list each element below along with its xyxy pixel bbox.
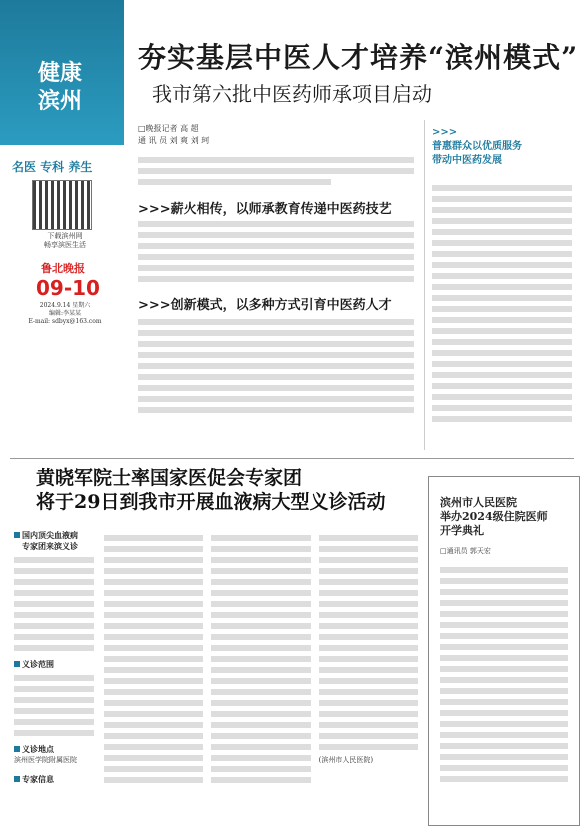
right-col-arrow: >>> <box>432 127 458 138</box>
location-heading <box>14 744 94 755</box>
text-line <box>104 733 203 739</box>
experts-col-3 <box>319 530 418 788</box>
text-line <box>440 600 568 606</box>
experts-heading <box>14 774 94 785</box>
text-line <box>104 722 203 728</box>
text-line <box>432 361 572 367</box>
text-line <box>138 341 414 347</box>
text-line <box>440 677 568 683</box>
text-line <box>14 719 94 725</box>
text-line <box>211 546 310 552</box>
text-line <box>14 568 94 574</box>
qr-code-icon <box>32 180 92 230</box>
text-line <box>211 700 310 706</box>
experts-col-2 <box>211 530 310 788</box>
text-line <box>440 776 568 782</box>
text-line <box>104 777 203 783</box>
text-line <box>432 306 572 312</box>
text-line <box>104 601 203 607</box>
text-line <box>440 765 568 771</box>
text-line <box>14 557 94 563</box>
right-col-title-1: 普惠群众以优质服务 <box>432 141 522 152</box>
text-line <box>432 339 572 345</box>
location-value: 滨州医学院附属医院 <box>14 756 77 764</box>
text-line <box>211 601 310 607</box>
text-line <box>440 732 568 738</box>
text-line <box>211 766 310 772</box>
bullet-icon <box>14 776 20 782</box>
text-line <box>211 777 310 783</box>
text-line <box>14 708 94 714</box>
text-line <box>104 535 203 541</box>
top-story-title: 夯实基层中医人才培养“滨州模式” <box>138 41 579 74</box>
text-line <box>104 546 203 552</box>
text-line <box>14 590 94 596</box>
text-line <box>319 546 418 552</box>
text-line <box>138 396 414 402</box>
text-line <box>432 218 572 224</box>
right-col-title-2: 带动中医药发展 <box>432 155 502 166</box>
right-column-heading <box>432 126 572 168</box>
text-line <box>138 221 414 227</box>
text-line <box>211 678 310 684</box>
text-line <box>319 634 418 640</box>
text-line <box>138 157 414 163</box>
text-line <box>440 655 568 661</box>
issue-meta <box>20 302 110 326</box>
text-line <box>138 352 414 358</box>
text-line <box>432 317 572 323</box>
text-line <box>14 730 94 736</box>
text-line <box>211 744 310 750</box>
text-line <box>211 755 310 761</box>
text-line <box>319 722 418 728</box>
text-line <box>104 689 203 695</box>
text-line <box>432 295 572 301</box>
text-line <box>319 645 418 651</box>
text-line <box>138 265 414 271</box>
right-column-body <box>432 180 572 427</box>
sidebar-tagline: 名医 专科 养生 <box>12 160 93 174</box>
section-1-body <box>138 216 414 287</box>
text-line <box>432 251 572 257</box>
text-line <box>319 579 418 585</box>
text-line <box>440 578 568 584</box>
text-line <box>432 284 572 290</box>
text-line <box>319 535 418 541</box>
section-2-body <box>138 314 414 418</box>
text-line <box>432 416 572 422</box>
text-line <box>432 229 572 235</box>
section-heading-1: >>>薪火相传，以师承教育传递中医药技艺 <box>138 202 392 217</box>
box-title-2: 举办2024级住院医师 <box>440 510 548 523</box>
text-line <box>138 243 414 249</box>
text-line <box>432 328 572 334</box>
text-line <box>14 675 94 681</box>
qr-caption-2: 畅享滨医生活 <box>44 241 86 249</box>
text-line <box>319 678 418 684</box>
text-line <box>319 744 418 750</box>
text-line <box>138 330 414 336</box>
text-line <box>432 196 572 202</box>
text-line <box>432 383 572 389</box>
text-line <box>211 557 310 563</box>
text-line <box>319 656 418 662</box>
scope-heading <box>14 659 94 670</box>
box-title-3: 开学典礼 <box>440 524 484 537</box>
text-line <box>104 678 203 684</box>
text-line <box>440 611 568 617</box>
experts-heading-label: 专家信息 <box>22 774 54 784</box>
text-line <box>104 612 203 618</box>
top-story-byline <box>138 123 209 147</box>
text-line <box>104 766 203 772</box>
text-line <box>138 363 414 369</box>
text-line <box>104 656 203 662</box>
event-info <box>14 530 94 785</box>
section-heading-2: >>>创新模式，以多种方式引育中医药人才 <box>138 298 392 313</box>
text-line <box>14 697 94 703</box>
text-line <box>440 688 568 694</box>
text-line <box>14 645 94 651</box>
text-line <box>138 179 331 185</box>
column-divider <box>424 120 425 450</box>
qr-caption-1: 下载滨州网 <box>47 232 83 240</box>
text-line <box>104 557 203 563</box>
text-line <box>14 601 94 607</box>
issue-date: 09-10 <box>36 276 100 300</box>
text-line <box>138 407 414 413</box>
text-line <box>319 612 418 618</box>
experts-body <box>104 530 418 788</box>
text-line <box>319 689 418 695</box>
text-line <box>104 711 203 717</box>
text-line <box>319 733 418 739</box>
text-line <box>440 633 568 639</box>
box-title-1: 滨州市人民医院 <box>440 496 517 509</box>
newspaper-logo: 鲁北晚报 <box>41 262 85 275</box>
text-line <box>104 667 203 673</box>
text-line <box>211 733 310 739</box>
text-line <box>211 689 310 695</box>
text-line <box>432 394 572 400</box>
bullet-icon <box>14 532 20 538</box>
text-line <box>104 755 203 761</box>
meta-line-1: 2024.9.14 星期六 <box>39 302 91 309</box>
text-line <box>211 711 310 717</box>
boxed-story-title <box>440 496 568 538</box>
footer-note: (滨州市人民医院) <box>318 756 374 764</box>
text-line <box>440 644 568 650</box>
second-story-title-1: 黄晓军院士率国家医促会专家团 <box>36 467 303 489</box>
sidebar-title-line-2: 滨州 <box>37 89 82 114</box>
text-line <box>211 535 310 541</box>
text-line <box>319 568 418 574</box>
text-line <box>432 240 572 246</box>
text-line <box>319 557 418 563</box>
text-line <box>440 699 568 705</box>
text-line <box>440 743 568 749</box>
text-line <box>104 590 203 596</box>
event-heading <box>14 530 94 541</box>
text-line <box>14 686 94 692</box>
text-line <box>211 667 310 673</box>
text-line <box>211 722 310 728</box>
experts-col-1 <box>104 530 203 788</box>
text-line <box>432 207 572 213</box>
qr-caption <box>20 232 110 250</box>
boxed-story-byline: □通讯员 郭天宏 <box>440 547 491 555</box>
text-line <box>211 623 310 629</box>
text-line <box>104 744 203 750</box>
text-line <box>211 590 310 596</box>
byline-1: □晚报记者 高 超 <box>138 124 199 133</box>
text-line <box>440 666 568 672</box>
text-line <box>104 634 203 640</box>
text-line <box>138 232 414 238</box>
top-story-subtitle: 我市第六批中医药师承项目启动 <box>152 82 432 106</box>
text-line <box>432 185 572 191</box>
text-line <box>138 276 414 282</box>
text-line <box>104 579 203 585</box>
text-line <box>104 623 203 629</box>
text-line <box>432 372 572 378</box>
text-line <box>14 579 94 585</box>
text-line <box>211 645 310 651</box>
text-line <box>211 568 310 574</box>
second-story-title <box>36 466 385 514</box>
text-line <box>440 589 568 595</box>
section-divider <box>10 458 574 459</box>
meta-line-2: 编辑:李某某 <box>48 310 82 317</box>
text-line <box>440 754 568 760</box>
text-line <box>211 656 310 662</box>
text-line <box>432 262 572 268</box>
text-line <box>138 385 414 391</box>
event-heading-2: 专家团来滨义诊 <box>22 541 78 551</box>
text-line <box>440 710 568 716</box>
text-line <box>138 168 414 174</box>
text-line <box>14 612 94 618</box>
sidebar-title <box>30 60 90 116</box>
text-line <box>440 721 568 727</box>
text-line <box>104 645 203 651</box>
text-line <box>319 711 418 717</box>
text-line <box>319 623 418 629</box>
text-line <box>440 622 568 628</box>
text-line <box>138 374 414 380</box>
text-line <box>432 350 572 356</box>
location-heading-label: 义诊地点 <box>22 744 54 754</box>
text-line <box>138 319 414 325</box>
scope-heading-label: 义诊范围 <box>22 659 54 669</box>
text-line <box>440 567 568 573</box>
bullet-icon <box>14 661 20 667</box>
text-line <box>319 601 418 607</box>
text-line <box>319 590 418 596</box>
text-line <box>319 700 418 706</box>
byline-2: 通 讯 员 刘 爽 刘 珂 <box>138 136 210 145</box>
text-line <box>432 273 572 279</box>
text-line <box>211 579 310 585</box>
second-story-title-2: 将于29日到我市开展血液病大型义诊活动 <box>36 491 386 513</box>
boxed-story-body <box>440 562 568 787</box>
text-line <box>211 612 310 618</box>
top-story-lead <box>138 152 414 190</box>
text-line <box>14 634 94 640</box>
text-line <box>432 405 572 411</box>
event-heading-1: 国内顶尖血液病 <box>22 530 78 540</box>
sidebar-title-line-1: 健康 <box>37 61 82 86</box>
text-line <box>14 623 94 629</box>
text-line <box>104 700 203 706</box>
text-line <box>104 568 203 574</box>
text-line <box>138 254 414 260</box>
text-line <box>319 667 418 673</box>
bullet-icon <box>14 746 20 752</box>
text-line <box>211 634 310 640</box>
meta-line-3: E-mail: sdbyx@163.com <box>28 318 102 325</box>
